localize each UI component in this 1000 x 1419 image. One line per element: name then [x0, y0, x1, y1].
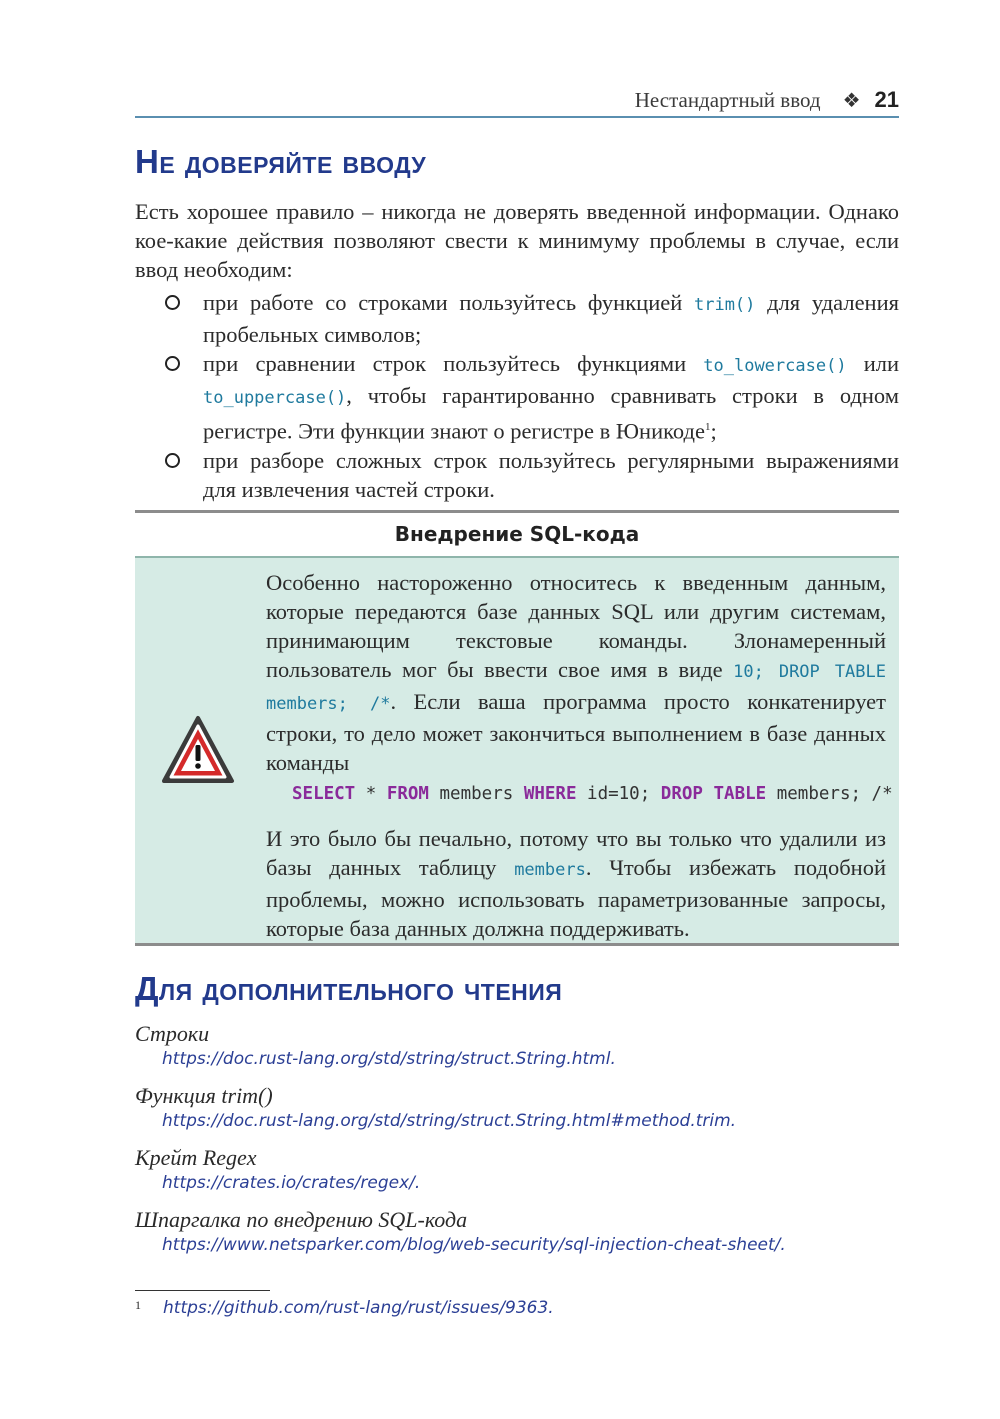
list-text: для удаления пробельных символов;: [203, 290, 899, 347]
warning-text: И это было бы печально, потому что вы только что удалили из базы данных таблицу: [266, 826, 886, 880]
inline-code: members: [514, 860, 586, 880]
list-item: [135, 288, 899, 349]
list-text: или: [846, 351, 900, 376]
reading-title: Строки: [135, 1021, 210, 1046]
warning-text: . Чтобы избежать подобной проблемы, можно использовать параметризованные запросы, которые база данных должна поддерживать.: [266, 855, 886, 941]
warning-triangle-icon: [161, 715, 235, 785]
inline-code: trim(): [693, 295, 756, 315]
reading-item: [135, 1083, 935, 1131]
reading-title: Функция trim(): [135, 1083, 273, 1108]
running-title: Нестандартный ввод: [634, 87, 821, 112]
warning-text: . Если ваша программа просто конкатенирует строки, то дело может закончиться выполнением в базе данных команды: [266, 689, 886, 775]
reading-item: [135, 1021, 935, 1069]
footnote-rule: [135, 1290, 270, 1291]
warning-paragraph-2: [266, 824, 886, 943]
list-text: ;: [710, 418, 717, 444]
sql-text: *: [355, 784, 387, 804]
reading-title: Шпаргалка по внедрению SQL-кода: [135, 1207, 468, 1232]
footnote-number: 1: [135, 1298, 141, 1312]
warning-paragraph-1: [266, 568, 886, 777]
footnote-reference[interactable]: 1: [704, 421, 711, 433]
list-text: , чтобы гарантированно сравнивать строки в одном регистре. Эти функции знают о регистре в Юникоде: [203, 383, 899, 444]
page-number: 21: [874, 87, 899, 112]
warning-box-title: Внедрение SQL-кода: [394, 522, 640, 546]
running-header: [135, 84, 899, 118]
warning-text: Особенно настороженно относитесь к введенным данным, которые передаются базе данных SQL или другим системам, принимающим текстовые команды. Злонамеренный пользователь мог бы ввести свое имя в виде: [266, 570, 886, 682]
inline-code: to_lowercase(): [703, 356, 847, 376]
section-heading-further-reading: Для дополнительного чтения: [135, 970, 563, 1007]
sql-text: [703, 784, 714, 804]
sql-keyword: SELECT: [292, 784, 356, 804]
sql-keyword: DROP: [660, 784, 703, 804]
list-text: при сравнении строк пользуйтесь функциями: [203, 351, 704, 376]
inline-code: to_uppercase(): [203, 388, 347, 408]
sql-keyword: TABLE: [713, 784, 767, 804]
ornament-icon: ❖: [842, 88, 861, 112]
sql-code-line: [292, 784, 893, 804]
list-text: при работе со строками пользуйтесь функцией: [203, 290, 694, 315]
box-top-rule: [135, 510, 899, 513]
section-heading-dont-trust-input: Не доверяйте вводу: [135, 143, 427, 180]
footnote: [135, 1298, 554, 1318]
reading-link[interactable]: https://doc.rust-lang.org/std/string/struct.String.html.: [162, 1049, 616, 1069]
intro-paragraph: Есть хорошее правило – никогда не доверять введенной информации. Однако кое-какие действия позволяют свести к минимуму проблемы в случае, если ввод необходим:: [135, 199, 899, 282]
sql-text: members: [428, 784, 524, 804]
sql-text: id=10;: [576, 784, 661, 804]
reading-link[interactable]: https://www.netsparker.com/blog/web-security/sql-injection-cheat-sheet/.: [162, 1235, 786, 1255]
list-item: [135, 349, 899, 446]
list-item: [135, 446, 899, 504]
sql-text: members; /*: [766, 784, 893, 804]
footnote-link[interactable]: https://github.com/rust-lang/rust/issues/9363.: [163, 1298, 554, 1318]
reading-item: [135, 1145, 935, 1193]
tips-list: [135, 288, 899, 504]
reading-item: [135, 1207, 935, 1255]
reading-link[interactable]: https://doc.rust-lang.org/std/string/struct.String.html#method.trim.: [162, 1111, 737, 1131]
reading-link[interactable]: https://crates.io/crates/regex/.: [162, 1173, 421, 1193]
inline-code: 10; DROP TABLE members; /*: [266, 662, 886, 714]
bullet-circle-icon: [165, 356, 180, 371]
bullet-circle-icon: [165, 295, 180, 310]
list-text: при разборе сложных строк пользуйтесь регулярными выражениями для извлечения частей строки.: [203, 447, 899, 502]
sql-keyword: WHERE: [523, 784, 577, 804]
bullet-circle-icon: [165, 453, 180, 468]
reading-title: Крейт Regex: [135, 1145, 257, 1170]
sql-keyword: FROM: [386, 784, 429, 804]
